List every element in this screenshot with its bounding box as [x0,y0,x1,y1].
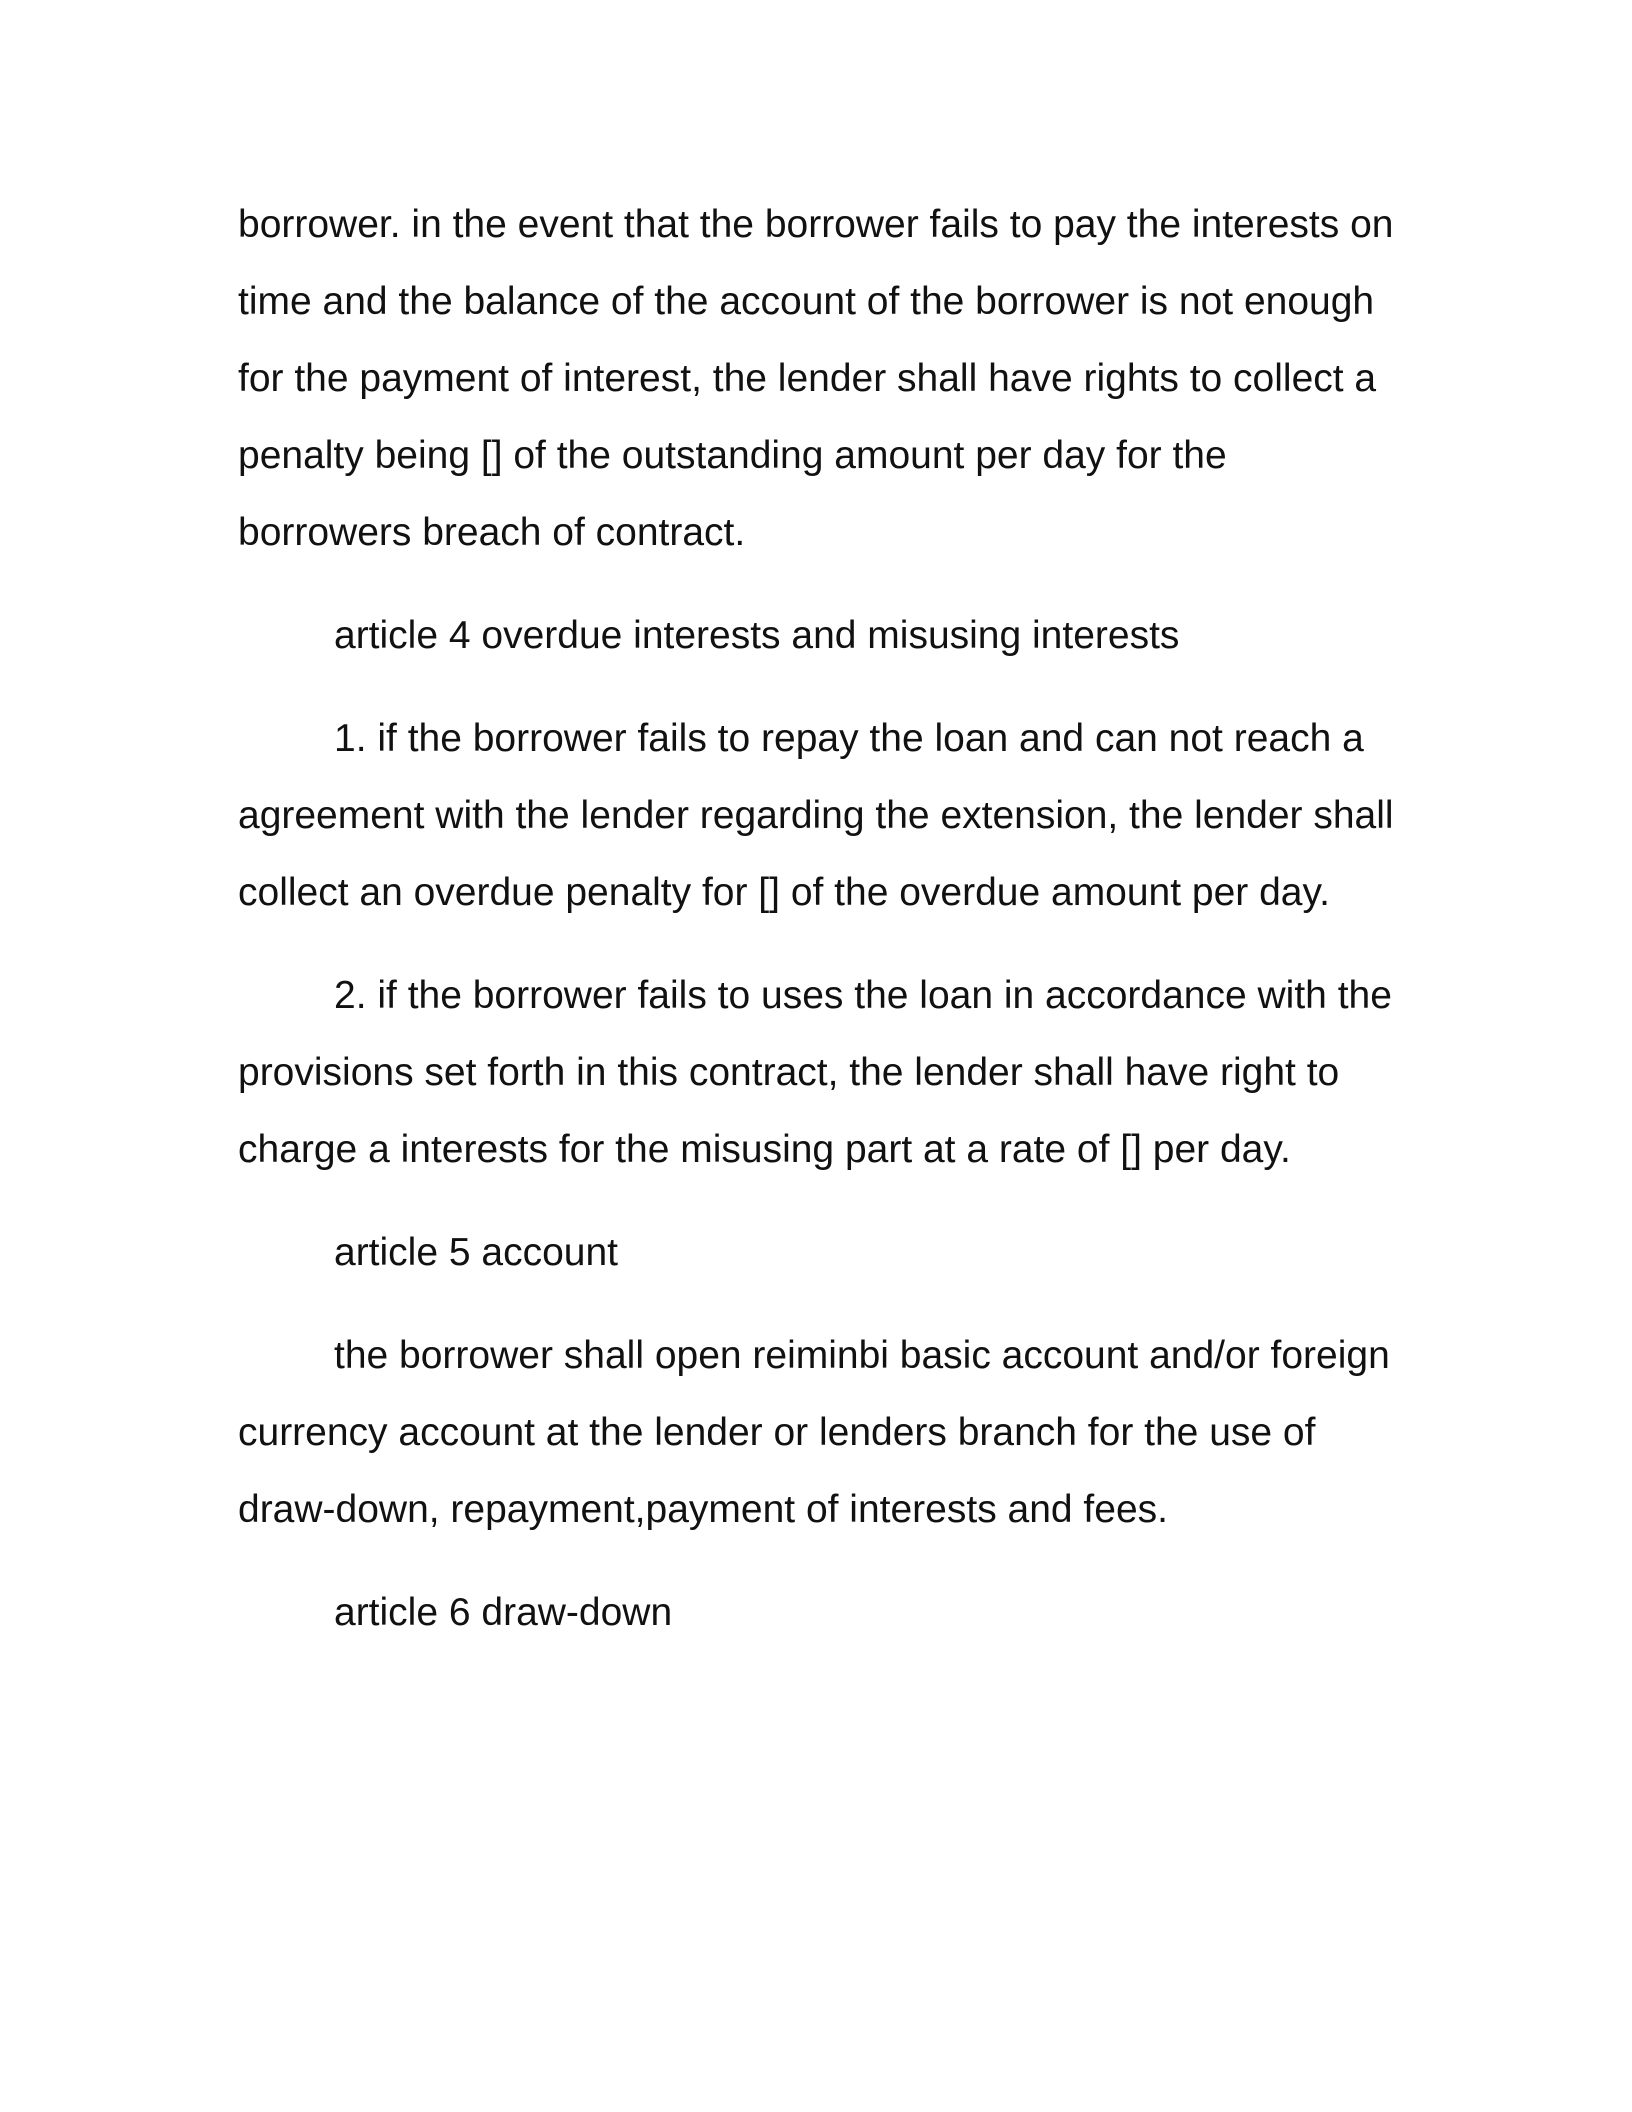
article-5-heading: article 5 account [334,1231,618,1274]
paragraph-account-opening: the borrower shall open reiminbi basic account and/or foreign currency account at the lender or lenders branch for the use of draw-down, repayment,payment of interests and fees. [238,1334,1390,1531]
document-body [238,186,1398,1677]
article-6-heading: article 6 draw-down [334,1591,673,1634]
paragraph-overdue-penalty: 1. if the borrower fails to repay the loan and can not reach a agreement with the lender regarding the extension, the lender shall collect an overdue penalty for [] of the overdue amount per day. [238,717,1394,914]
paragraph-borrower-penalty: borrower. in the event that the borrower fails to pay the interests on time and the balance of the account of the borrower is not enough for the payment of interest, the lender shall have rights to collect a penalty being [] of the outstanding amount per day for the borrowers breach of contract. [238,203,1394,554]
paragraph-misusing-interest: 2. if the borrower fails to uses the loan in accordance with the provisions set forth in this contract, the lender shall have right to charge a interests for the misusing part at a rate of [] per day. [238,974,1392,1171]
article-4-heading: article 4 overdue interests and misusing interests [334,614,1180,657]
